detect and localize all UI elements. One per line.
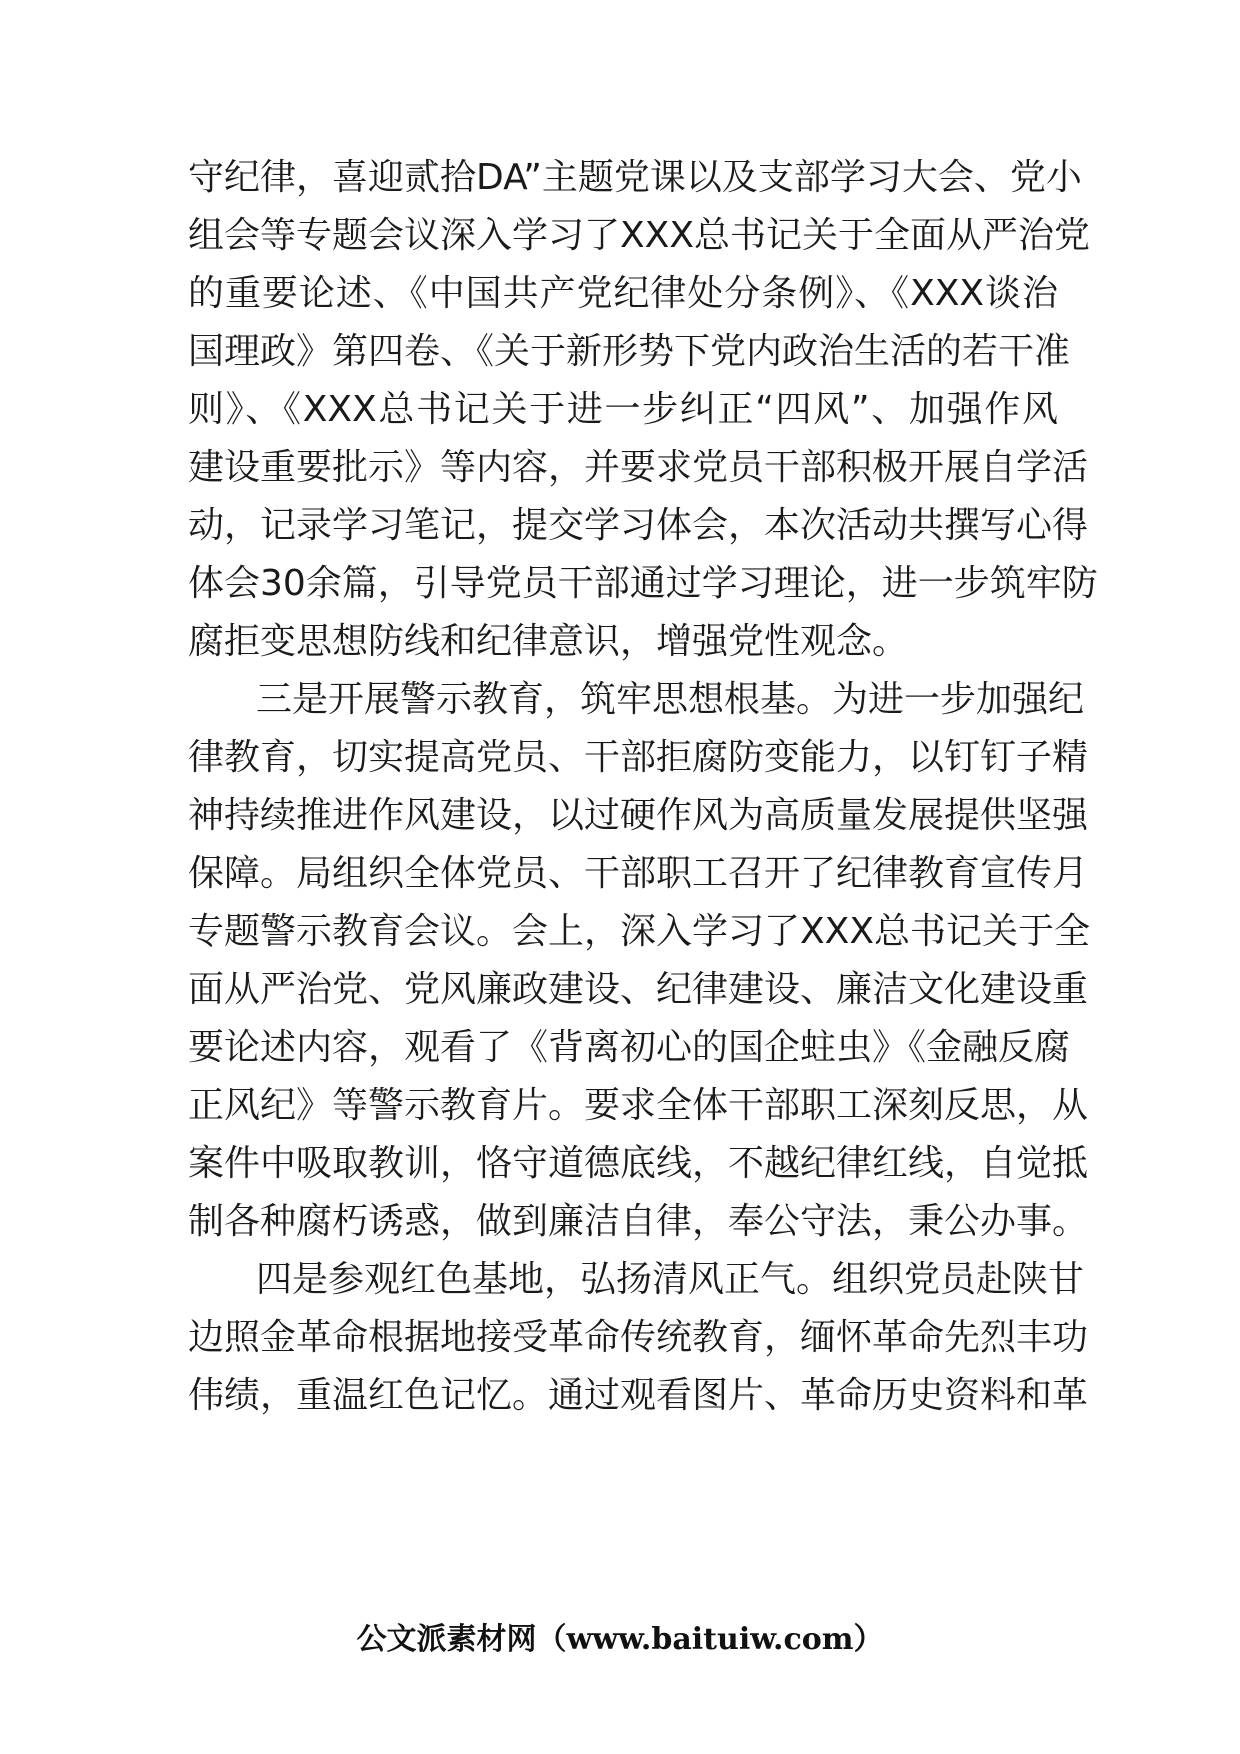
body-line-2: 组会等专题会议深入学习了XXX总书记关于全面从严治党	[188, 215, 1090, 256]
body-line-16: 要论述内容，观看了《背离初心的国企蛀虫》《金融反腐	[188, 1027, 1071, 1068]
body-line-18: 案件中吸取教训，恪守道德底线，不越纪律红线，自觉抵	[188, 1143, 1089, 1184]
body-line-3: 的重要论述、《中国共产党纪律处分条例》、《XXX谈治	[188, 273, 1058, 314]
body-line-7: 动，记录学习笔记，提交学习体会，本次活动共撰写心得	[188, 505, 1089, 546]
footer-watermark: 公文派素材网（www.baituiw.com）	[356, 1622, 884, 1657]
body-line-1: 守纪律，喜迎贰拾DA”主题党课以及支部学习大会、党小	[188, 157, 1082, 198]
body-line-19: 制各种腐朽诱惑，做到廉洁自律，奉公守法，秉公办事。	[188, 1201, 1089, 1242]
body-line-21: 边照金革命根据地接受革命传统教育，缅怀革命先烈丰功	[188, 1317, 1089, 1358]
body-line-9: 腐拒变思想防线和纪律意识，增强党性观念。	[188, 621, 909, 662]
body-line-11: 律教育，切实提高党员、干部拒腐防变能力，以钉钉子精	[188, 737, 1089, 778]
paragraph-3-first-line: 三是开展警示教育，筑牢思想根基。为进一步加强纪	[256, 679, 1085, 720]
body-line-17: 正风纪》等警示教育片。要求全体干部职工深刻反思，从	[188, 1085, 1089, 1126]
body-line-6: 建设重要批示》等内容，并要求党员干部积极开展自学活	[188, 447, 1089, 488]
body-line-12: 神持续推进作风建设，以过硬作风为高质量发展提供坚强	[188, 795, 1089, 836]
body-line-4: 国理政》第四卷、《关于新形势下党内政治生活的若干准	[188, 331, 1071, 372]
body-line-15: 面从严治党、党风廉政建设、纪律建设、廉洁文化建设重	[188, 969, 1089, 1010]
paragraph-4-first-line: 四是参观红色基地，弘扬清风正气。组织党员赴陕甘	[256, 1259, 1085, 1300]
body-line-5: 则》、《XXX总书记关于进一步纠正“四风”、加强作风	[188, 389, 1058, 430]
body-line-13: 保障。局组织全体党员、干部职工召开了纪律教育宣传月	[188, 853, 1089, 894]
body-line-14: 专题警示教育会议。会上，深入学习了XXX总书记关于全	[188, 911, 1090, 952]
body-line-8: 体会30余篇，引导党员干部通过学习理论，进一步筑牢防	[188, 563, 1098, 604]
body-line-22: 伟绩，重温红色记忆。通过观看图片、革命历史资料和革	[188, 1375, 1089, 1416]
